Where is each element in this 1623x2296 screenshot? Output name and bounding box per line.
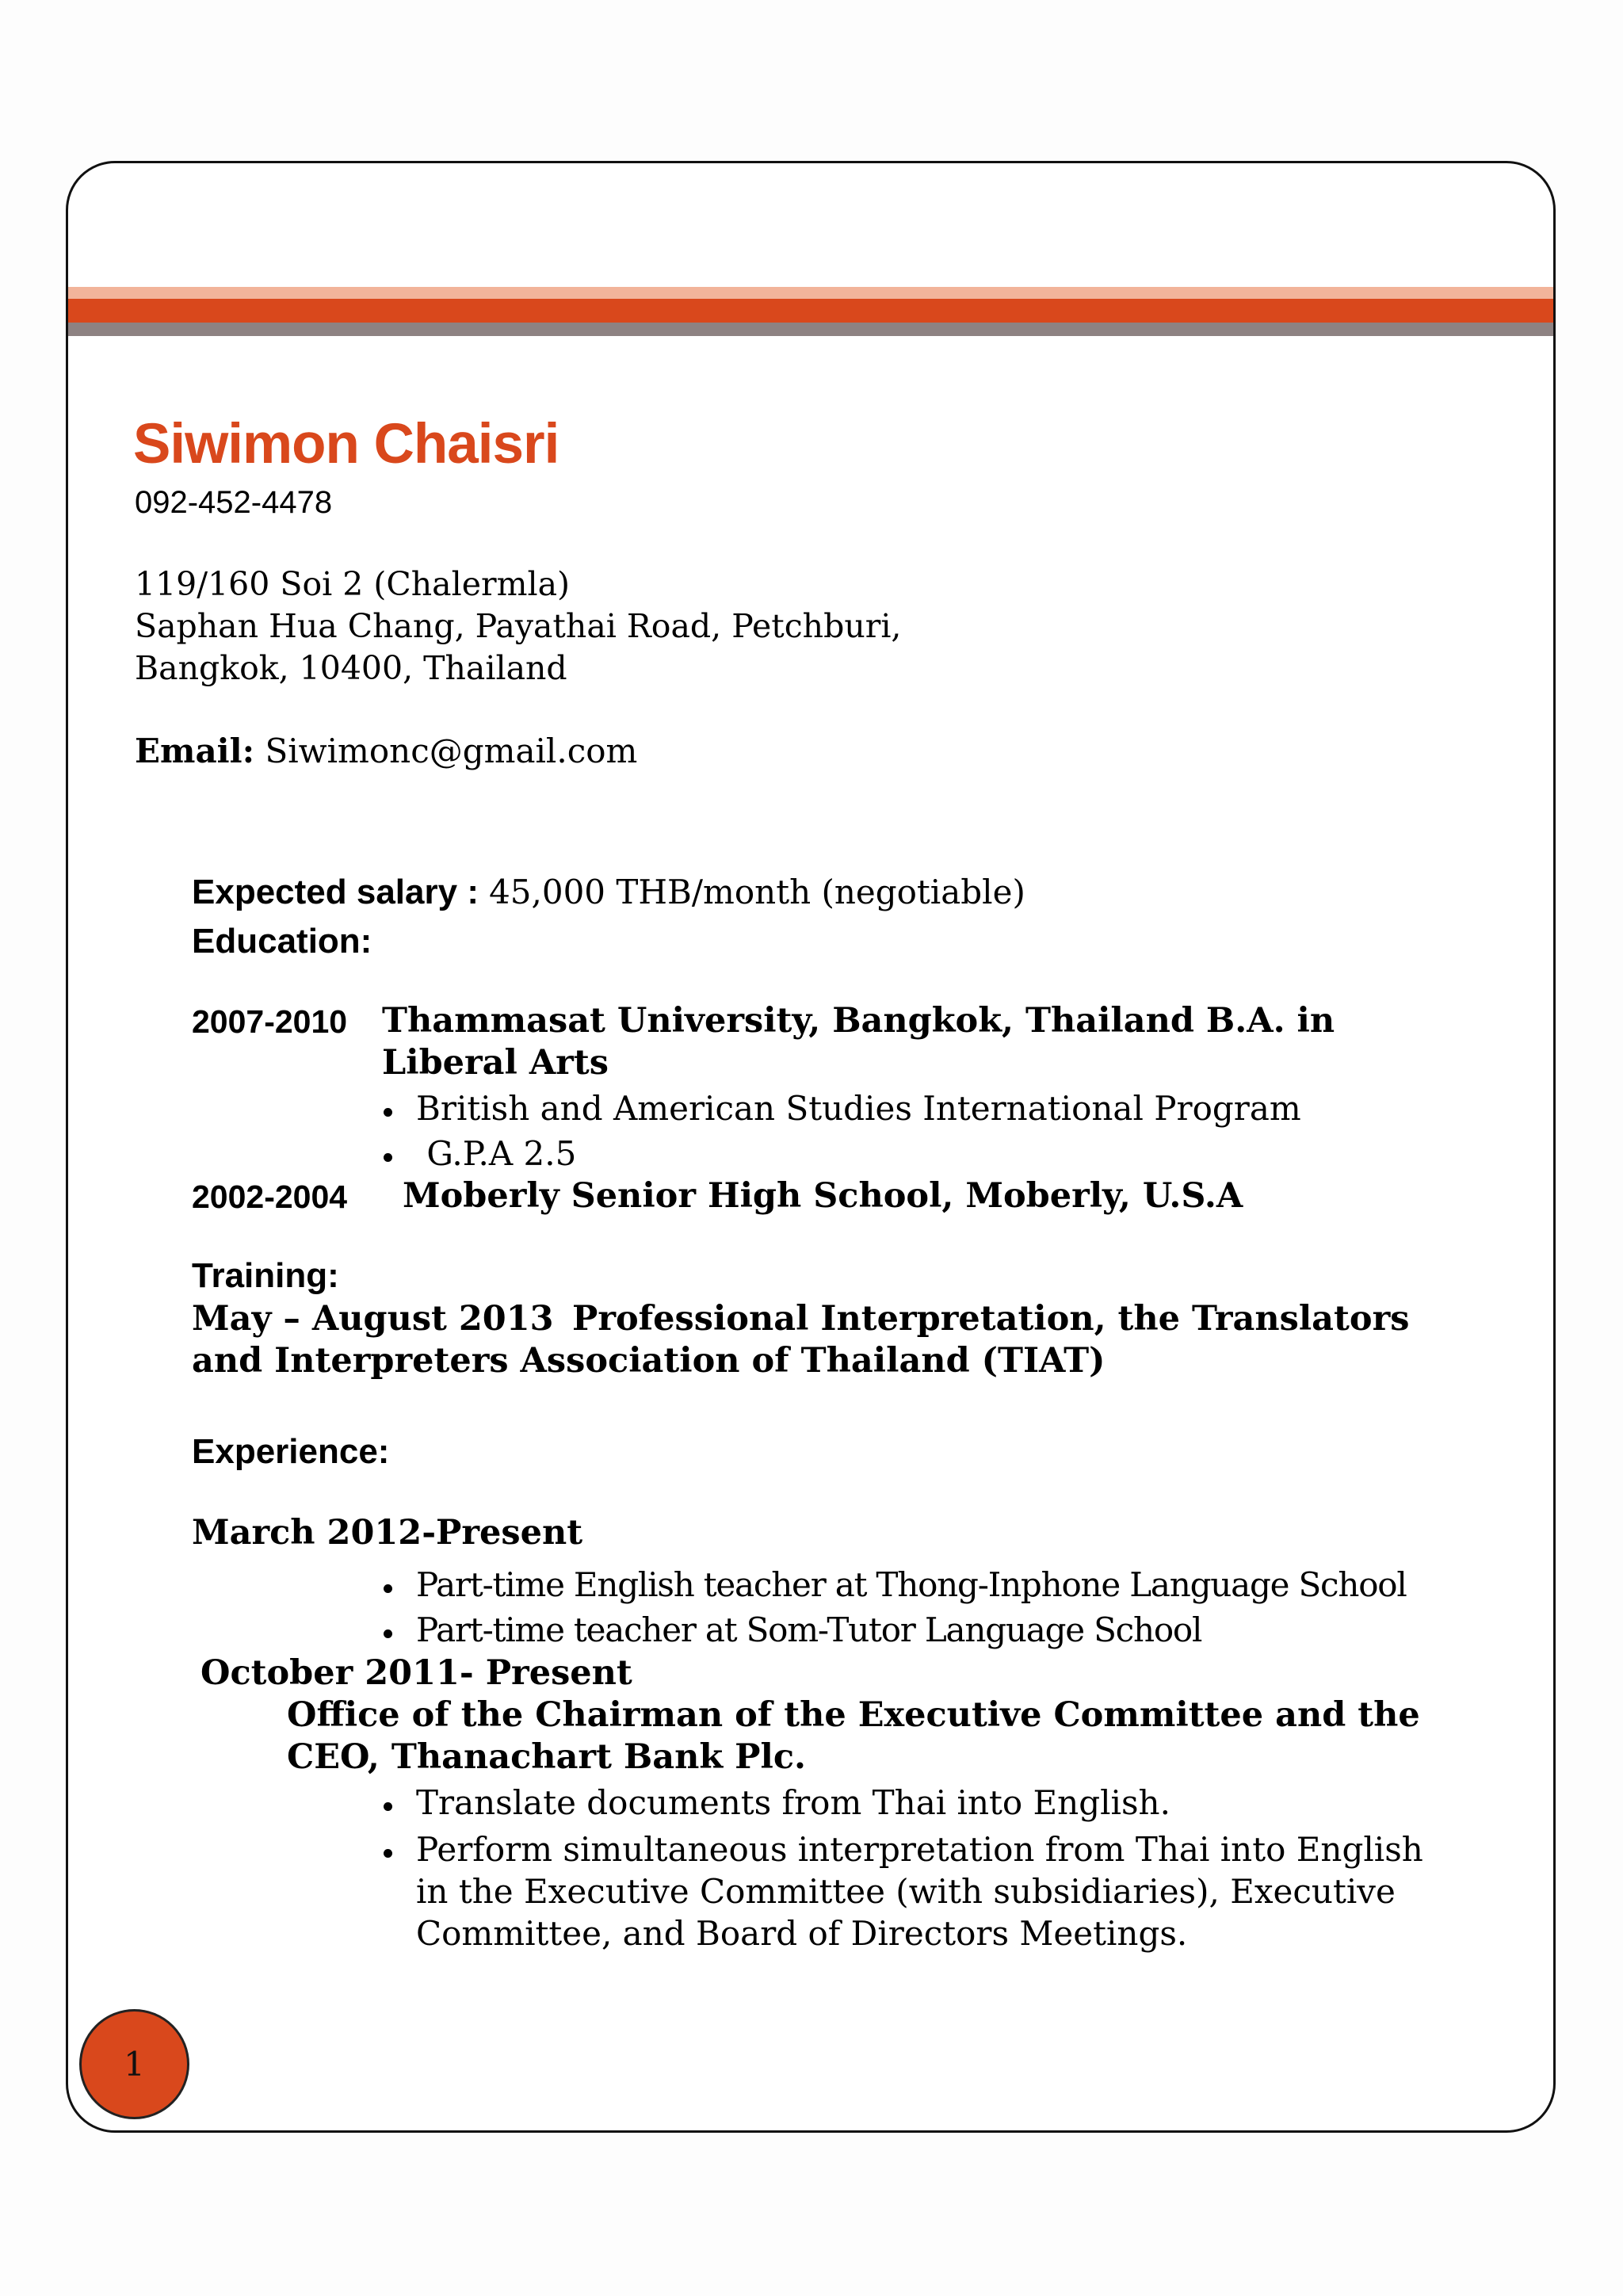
education-bullet-1: British and American Studies International Program [416, 1089, 1301, 1128]
training-heading: Training: [192, 1256, 339, 1295]
experience-bullet-1: Part-time English teacher at Thong-Inphone Language School [416, 1565, 1407, 1604]
header-bar-gray [68, 323, 1553, 336]
experience-org: Office of the Chairman of the Executive Committee and the [287, 1695, 1420, 1735]
education-title-2: Moberly Senior High School, Moberly, U.S.A [403, 1176, 1243, 1216]
bullet-icon [384, 1802, 392, 1811]
page-number: 1 [124, 2045, 145, 2084]
education-bullet-2: G.P.A 2.5 [416, 1134, 577, 1173]
training-title-cont: and Interpreters Association of Thailand (TIAT) [192, 1341, 1106, 1381]
salary-label: Expected salary : [192, 873, 479, 911]
experience-org-cont: CEO, Thanachart Bank Plc. [287, 1737, 806, 1777]
header-bar-accent [68, 299, 1553, 323]
experience-period-2: October 2011- Present [200, 1653, 632, 1693]
bullet-icon [384, 1629, 392, 1638]
salary-row [192, 873, 1025, 911]
bullet-icon [384, 1153, 392, 1162]
candidate-name: Siwimon Chaisri [133, 413, 559, 476]
experience-bullet-4: Perform simultaneous interpretation from Thai into English [416, 1830, 1423, 1869]
page-number-badge [79, 2009, 189, 2119]
education-heading: Education: [192, 922, 372, 961]
email-label: Email: [135, 732, 255, 770]
bullet-icon [384, 1108, 392, 1117]
address-line-1: 119/160 Soi 2 (Chalermla) [135, 565, 571, 603]
training-date: May – August 2013 [192, 1299, 554, 1339]
phone-number: 092-452-4478 [135, 485, 333, 520]
experience-period-1: March 2012-Present [192, 1513, 583, 1553]
address-line-2: Saphan Hua Chang, Payathai Road, Petchburi, [135, 607, 902, 645]
education-years-2: 2002-2004 [192, 1179, 348, 1215]
bullet-icon [384, 1584, 392, 1593]
experience-bullet-3: Translate documents from Thai into English. [416, 1783, 1170, 1822]
email-row [135, 733, 637, 770]
training-title: Professional Interpretation, the Translators [572, 1299, 1410, 1339]
address-line-3: Bangkok, 10400, Thailand [135, 649, 567, 687]
experience-heading: Experience: [192, 1432, 390, 1471]
experience-bullet-4-cont: Committee, and Board of Directors Meetings. [416, 1914, 1188, 1953]
education-title-1-cont: Liberal Arts [382, 1043, 609, 1083]
education-years-1: 2007-2010 [192, 1003, 348, 1040]
education-title-1: Thammasat University, Bangkok, Thailand B.A. in [382, 1001, 1335, 1041]
experience-bullet-4-cont: in the Executive Committee (with subsidiaries), Executive [416, 1872, 1396, 1911]
salary-value: 45,000 THB/month (negotiable) [489, 873, 1025, 911]
experience-bullet-2: Part-time teacher at Som-Tutor Language School [416, 1610, 1202, 1649]
header-bar-light [68, 287, 1553, 299]
email-address[interactable]: Siwimonc@gmail.com [265, 732, 638, 770]
bullet-icon [384, 1849, 392, 1858]
